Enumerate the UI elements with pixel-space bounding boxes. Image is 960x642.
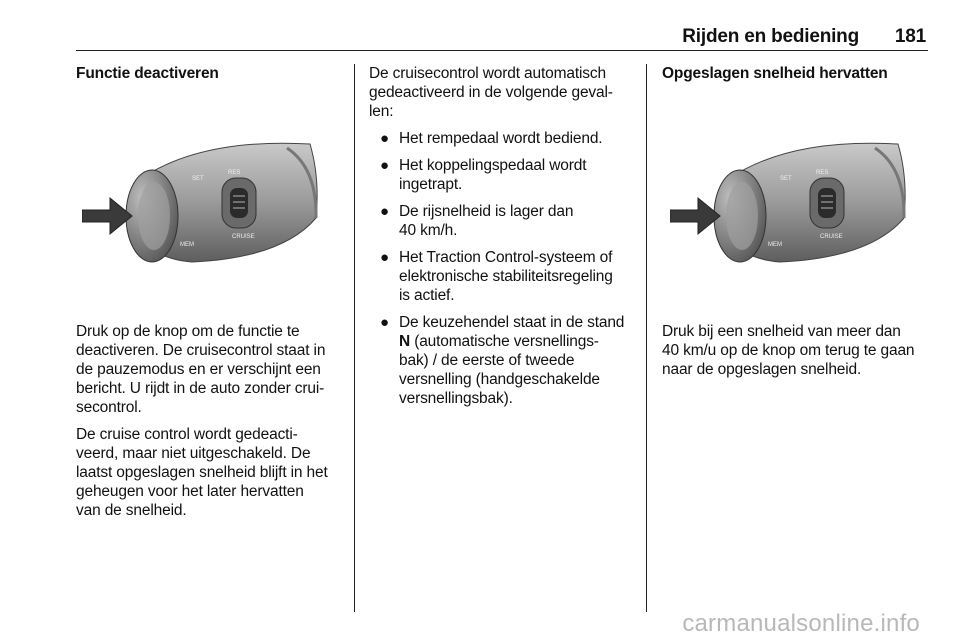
- press-arrow-icon: [82, 198, 132, 234]
- column-divider: [354, 64, 355, 612]
- bullet-icon: ●: [380, 130, 389, 147]
- column-1-text: [76, 322, 348, 520]
- column-3-text: [662, 322, 932, 379]
- section-heading: Functie deactiveren: [76, 65, 219, 82]
- set-label: SET: [780, 176, 792, 182]
- column-3: [662, 64, 932, 83]
- list-item: ● Het rempedaal wordt bediend.: [380, 130, 603, 147]
- section-heading: Opgeslagen snelheid hervatten: [662, 65, 888, 82]
- column-divider: [646, 64, 647, 612]
- bullet-icon: ●: [380, 157, 389, 174]
- bullet-list: [369, 129, 644, 408]
- paragraph: De cruisecontrol wordt automatisch gedeactiveerd in de volgende geval- len:: [369, 65, 613, 120]
- list-item: ● Het koppelingspedaal wordt ingetrapt.: [380, 157, 587, 193]
- list-item: ● De rijsnelheid is lager dan 40 km/h.: [380, 203, 574, 239]
- list-item: ● De keuzehendel staat in de stand N (automatische versnellings- bak) / de eerste of tweede versnelling (handgeschakelde versnellingsbak).: [380, 314, 625, 407]
- res-label: RES: [816, 170, 829, 176]
- column-2: [369, 64, 644, 408]
- cruise-stalk-illustration-2: [670, 138, 910, 273]
- mem-label: MEM: [180, 242, 194, 248]
- page-number: 181: [894, 26, 926, 47]
- cruise-label: CRUISE: [232, 234, 255, 240]
- mem-label: MEM: [768, 242, 782, 248]
- page-header-title: Rijden en bediening: [682, 26, 859, 47]
- header-rule: [76, 50, 928, 51]
- bullet-icon: ●: [380, 203, 389, 220]
- press-arrow-icon: [670, 198, 720, 234]
- list-item: ● Het Traction Control-systeem of elektronische stabiliteitsregeling is actief.: [380, 249, 613, 304]
- cruise-stalk-illustration-1: [82, 138, 322, 273]
- res-label: RES: [228, 170, 241, 176]
- paragraph: Druk bij een snelheid van meer dan 40 km/u op de knop om terug te gaan naar de opgeslagen snelheid.: [662, 323, 915, 378]
- cruise-label: CRUISE: [820, 234, 843, 240]
- paragraph: De cruise control wordt gedeacti- veerd, maar niet uitgeschakeld. De laatst opgeslagen snelheid blijft in het geheugen voor het later hervatten van de snelheid.: [76, 426, 328, 519]
- watermark: carmanualsonline.info: [682, 610, 920, 637]
- bullet-icon: ●: [380, 314, 389, 331]
- column-1: [76, 64, 348, 83]
- set-label: SET: [192, 176, 204, 182]
- bullet-icon: ●: [380, 249, 389, 266]
- paragraph: Druk op de knop om de functie te deactiveren. De cruisecontrol staat in de pauzemodus en er verschijnt een bericht. U rijdt in de auto zonder crui- secontrol.: [76, 323, 326, 416]
